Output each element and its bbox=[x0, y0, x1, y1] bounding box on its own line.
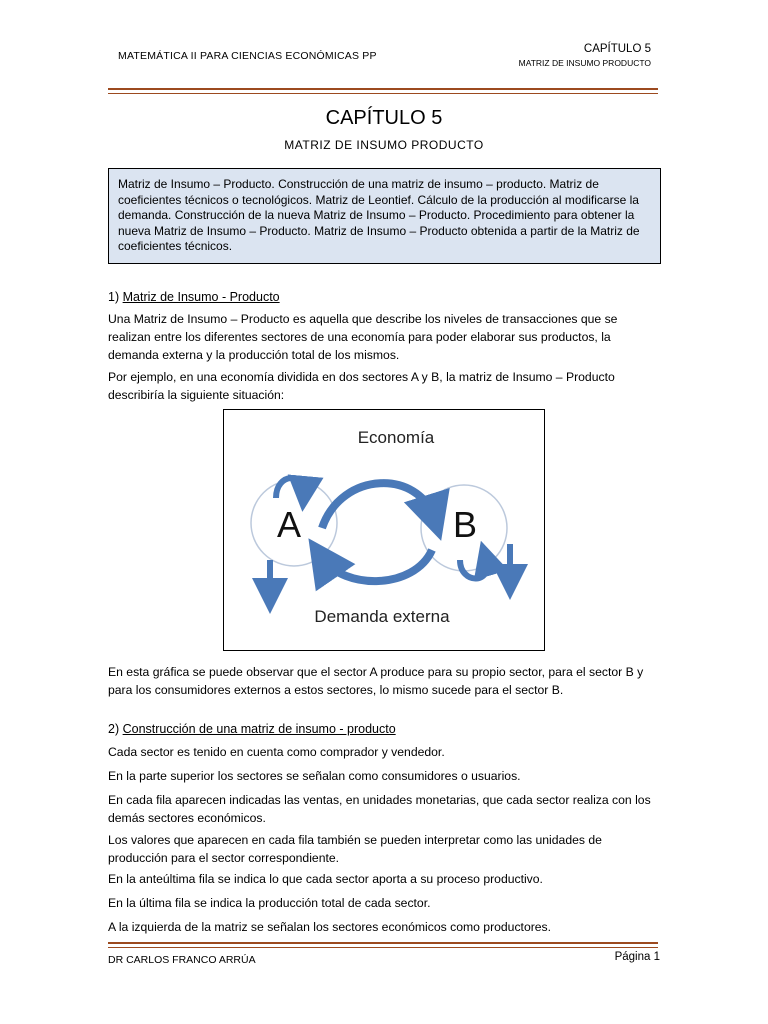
section-2-line: Los valores que aparecen en cada fila también se pueden interpretar como las unidades de producción para el sector correspondiente. bbox=[108, 833, 602, 865]
b-to-a-arrow bbox=[322, 550, 432, 581]
section-1-number: 1) bbox=[108, 290, 120, 304]
economy-diagram bbox=[223, 409, 545, 651]
footer-rule bbox=[108, 942, 658, 944]
running-header-subtitle: MATRIZ DE INSUMO PRODUCTO bbox=[518, 58, 651, 68]
sector-b-self-arrow bbox=[460, 558, 487, 579]
section-2-number: 2) bbox=[108, 722, 120, 736]
external-demand-label: Demanda externa bbox=[314, 607, 450, 626]
section-2-line: En la anteúltima fila se indica lo que cada sector aporta a su proceso productivo. bbox=[108, 872, 543, 886]
section-2-heading bbox=[108, 722, 396, 736]
chapter-subtitle: MATRIZ DE INSUMO PRODUCTO bbox=[284, 138, 484, 152]
sector-a-label: A bbox=[276, 504, 302, 545]
figure-explanation: En esta gráfica se puede observar que el sector A produce para su propio sector, para el sector B y para los consumidores externos a estos sectores, lo mismo sucede para el sector B. bbox=[108, 665, 644, 697]
footer-page bbox=[615, 951, 660, 963]
section-1-title: Matriz de Insumo - Producto bbox=[122, 290, 280, 304]
footer-rule-thin bbox=[108, 947, 658, 948]
footer-author: DR CARLOS FRANCO ARRÚA bbox=[108, 954, 256, 966]
section-1-paragraph-1: Una Matriz de Insumo – Producto es aquella que describe los niveles de transacciones que se realizan entre los diferentes sectores de una economía para poder elaborar sus productos, la demanda externa y la producción total de los mismos. bbox=[108, 312, 618, 362]
section-2-line: Cada sector es tenido en cuenta como comprador y vendedor. bbox=[108, 745, 445, 759]
header-rule bbox=[108, 88, 658, 90]
section-2-line: En la última fila se indica la producción total de cada sector. bbox=[108, 896, 431, 910]
sector-b-label: B bbox=[452, 504, 478, 545]
running-header-chapter: CAPÍTULO 5 bbox=[583, 43, 651, 55]
section-1-heading bbox=[108, 290, 280, 304]
diagram-title: Economía bbox=[357, 428, 435, 447]
header-rule-thin bbox=[108, 93, 658, 94]
section-1-paragraph-2: Por ejemplo, en una economía dividida en dos sectores A y B, la matriz de Insumo – Producto describiría la siguiente situación: bbox=[108, 370, 615, 402]
section-2-line: En cada fila aparecen indicadas las ventas, en unidades monetarias, que cada sector realiza con los demás sectores económicos. bbox=[108, 793, 651, 825]
section-2-line: En la parte superior los sectores se señalan como consumidores o usuarios. bbox=[108, 769, 521, 783]
section-2-title: Construcción de una matriz de insumo - producto bbox=[122, 722, 396, 736]
chapter-title: CAPÍTULO 5 bbox=[325, 107, 443, 129]
footer-page-label: Página bbox=[614, 951, 651, 963]
running-header-title: MATEMÁTICA II PARA CIENCIAS ECONÓMICAS PP bbox=[118, 50, 377, 62]
section-2-line: A la izquierda de la matriz se señalan los sectores económicos como productores. bbox=[108, 920, 552, 934]
summary-box: Matriz de Insumo – Producto. Construcción de una matriz de insumo – producto. Matriz de coeficientes técnicos o tecnológicos. Matriz de Leontief. Cálculo de la producción al modificarse la demanda. Construcción de la nueva Matriz de Insumo – Producto. Procedimiento para obtener la nueva Matriz de Insumo – Producto. Matriz de Insumo – Producto obtenida a partir de la Matriz de coeficientes técnicos. bbox=[108, 168, 661, 264]
footer-page-number: 1 bbox=[653, 951, 660, 963]
economy-diagram-svg bbox=[224, 410, 544, 650]
sector-a-self-arrow bbox=[276, 478, 304, 498]
a-to-b-arrow bbox=[322, 483, 434, 528]
